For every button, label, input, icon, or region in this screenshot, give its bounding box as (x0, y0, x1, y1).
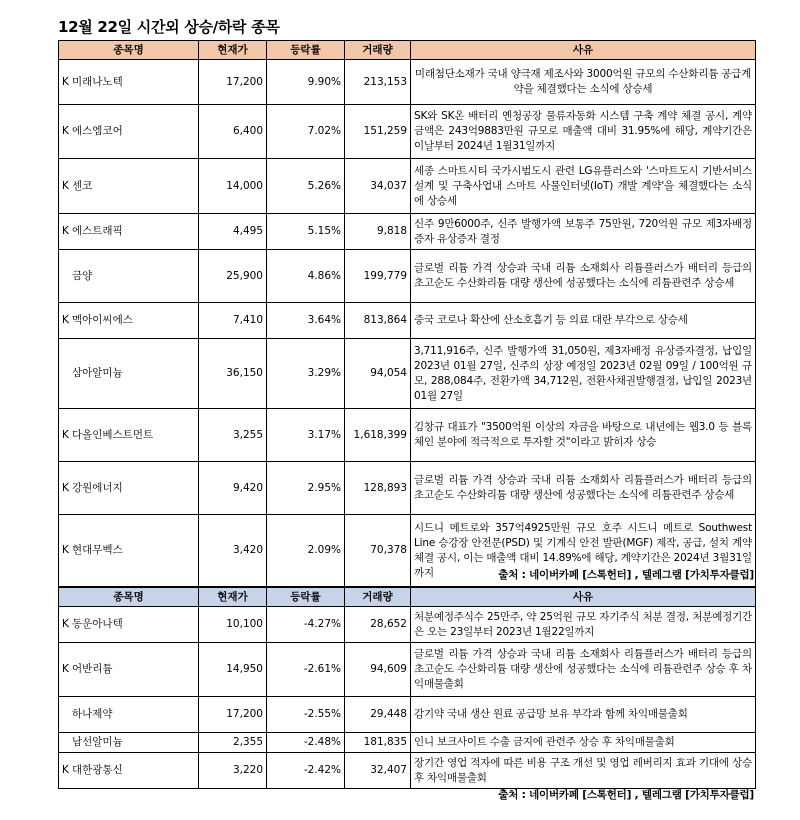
stock-name-cell (59, 214, 199, 250)
page-title: 12월 22일 시간외 상승/하락 종목 (58, 18, 280, 36)
stock-name: 금양 (72, 269, 93, 282)
reason-cell: 처분예정주식수 25만주, 약 25억원 규모 자기주식 처분 결정, 처분예정기간은 오는 23일부터 2023년 1월22일까지 (411, 607, 756, 643)
header-reason: 사유 (411, 588, 756, 607)
stock-name: 남선알미늄 (72, 736, 123, 748)
price-cell: 17,200 (199, 60, 267, 105)
price-cell: 17,200 (199, 697, 267, 733)
market-marker: K (62, 764, 69, 776)
header-name: 종목명 (59, 588, 199, 607)
stock-name-cell (59, 643, 199, 697)
reason-cell: 감기약 국내 생산 원료 공급망 보유 부각과 함께 차익매물출회 (411, 697, 756, 733)
price-cell: 3,220 (199, 753, 267, 789)
table-row (59, 60, 756, 105)
volume-cell: 181,835 (345, 733, 411, 753)
reason-cell: 김창규 대표가 "3500억원 이상의 자금을 바탕으로 내년에는 웹3.0 등 블록체인 분야에 적극적으로 투자할 것"이라고 밝히자 상승 (411, 409, 756, 462)
price-cell: 3,420 (199, 515, 267, 587)
stock-name: 삼아알미늄 (72, 367, 123, 379)
stock-name-cell (59, 159, 199, 214)
rising-stocks-table (58, 40, 756, 587)
market-marker: K (62, 225, 69, 237)
reason-cell: 글로벌 리튬 가격 상승과 국내 리튬 소재회사 리튬플러스가 배터리 등급의 초고순도 수산화리튬 대량 생산에 성공했다는 소식에 리튬관련주 상승 후 차익매물출회 (411, 643, 756, 697)
stock-name-cell (59, 733, 199, 753)
reason-cell: 중국 코로나 확산에 산소호흡기 등 의료 대란 부각으로 상승세 (411, 303, 756, 339)
volume-cell: 34,037 (345, 159, 411, 214)
reason-cell: SK와 SK온 배터리 옌청공장 물류자동화 시스템 구축 계약 체결 공시, 계약금액은 243억9883만원 규모로 매출액 대비 31.95%에 해당, 계약기간은 이날부터 2024년 1월31일까지 (411, 105, 756, 159)
rate-cell: -2.61% (267, 643, 345, 697)
header-volume: 거래량 (345, 588, 411, 607)
header-rate: 등락률 (267, 588, 345, 607)
header-price: 현재가 (199, 588, 267, 607)
rate-cell: 2.95% (267, 462, 345, 515)
table-row (59, 697, 756, 733)
stock-name-cell (59, 515, 199, 587)
table-row (59, 733, 756, 753)
stock-name-cell (59, 462, 199, 515)
market-marker: K (62, 314, 69, 326)
reason-cell: 장기간 영업 적자에 따른 비용 구조 개선 및 영업 레버리지 효과 기대에 상승 후 차익매물출회 (411, 753, 756, 789)
stock-name: 어반리튬 (72, 663, 113, 675)
table-row (59, 643, 756, 697)
price-cell: 7,410 (199, 303, 267, 339)
rate-cell: 9.90% (267, 60, 345, 105)
rate-cell: -2.55% (267, 697, 345, 733)
stock-name: 미래나노텍 (72, 75, 123, 88)
falling-stocks-table (58, 587, 756, 789)
market-marker: K (62, 179, 69, 192)
stock-name: 동운아나텍 (72, 618, 123, 630)
table-row (59, 339, 756, 409)
table-row (59, 214, 756, 250)
rate-cell: 5.15% (267, 214, 345, 250)
price-cell: 25,900 (199, 250, 267, 303)
table-row (59, 159, 756, 214)
source-caption: 출처 : 네이버카페 [스톡헌터] , 텔레그램 [가치투자클럽] (498, 789, 754, 801)
rate-cell: -4.27% (267, 607, 345, 643)
stock-name: 다올인베스트먼트 (72, 428, 154, 441)
reason-cell: 신주 9만6000주, 신주 발행가액 보통주 75만원, 720억원 규모 제3자배정증자 유상증자 결정 (411, 214, 756, 250)
price-cell: 2,355 (199, 733, 267, 753)
stock-name-cell (59, 60, 199, 105)
header-volume: 거래량 (345, 41, 411, 60)
stock-name: 강원에너지 (72, 481, 123, 494)
volume-cell: 28,652 (345, 607, 411, 643)
volume-cell: 29,448 (345, 697, 411, 733)
stock-name-cell (59, 409, 199, 462)
stock-name: 센코 (72, 179, 93, 192)
rate-cell: 4.86% (267, 250, 345, 303)
stock-name-cell (59, 753, 199, 789)
price-cell: 10,100 (199, 607, 267, 643)
stock-name: 대한광통신 (72, 764, 123, 776)
stock-name-cell (59, 607, 199, 643)
rate-cell: -2.42% (267, 753, 345, 789)
stock-name: 현대무벡스 (72, 544, 123, 556)
volume-cell: 32,407 (345, 753, 411, 789)
volume-cell: 213,153 (345, 60, 411, 105)
table-row (59, 303, 756, 339)
market-marker: K (62, 428, 69, 441)
rate-cell: 2.09% (267, 515, 345, 587)
header-name: 종목명 (59, 41, 199, 60)
stock-name: 에스트래픽 (72, 225, 123, 237)
stock-name-cell (59, 250, 199, 303)
rate-cell: 7.02% (267, 105, 345, 159)
rate-cell: 3.29% (267, 339, 345, 409)
source-caption: 출처 : 네이버카페 [스톡헌터] , 텔레그램 [가치투자클럽] (498, 569, 754, 581)
volume-cell: 94,609 (345, 643, 411, 697)
reason-cell: 미래첨단소재가 국내 양극재 제조사와 3000억원 규모의 수산화리튬 공급계약을 체결했다는 소식에 상승세 (411, 60, 756, 105)
stock-name-cell (59, 105, 199, 159)
reason-cell: 세종 스마트시티 국가시범도시 관련 LG유플러스와 '스마트도시 기반서비스 설계 및 구축사업내 스마트 사물인터넷(IoT) 개발 계약'을 체결했다는 소식에 상승세 (411, 159, 756, 214)
volume-cell: 813,864 (345, 303, 411, 339)
table-row (59, 409, 756, 462)
rate-cell: 3.17% (267, 409, 345, 462)
price-cell: 4,495 (199, 214, 267, 250)
table-header-row (59, 588, 756, 607)
rate-cell: 5.26% (267, 159, 345, 214)
table-row (59, 753, 756, 789)
stock-name: 하나제약 (72, 708, 113, 720)
table-row (59, 250, 756, 303)
stock-name-cell (59, 697, 199, 733)
volume-cell: 151,259 (345, 105, 411, 159)
market-marker: K (62, 544, 69, 556)
volume-cell: 70,378 (345, 515, 411, 587)
market-marker: K (62, 481, 69, 494)
price-cell: 6,400 (199, 105, 267, 159)
header-price: 현재가 (199, 41, 267, 60)
price-cell: 14,950 (199, 643, 267, 697)
stock-name-cell (59, 339, 199, 409)
table-row (59, 105, 756, 159)
reason-cell: 시드니 메트로와 357억4925만원 규모 호주 시드니 메트로 Southwest Line 승강장 안전문(PSD) 및 기계식 안전 발판(MGF) 제작, 공급, 설치 계약 체결 공시, 이는 매출액 대비 14.89%에 해당, 계약기간은 2024년 3월31일까지 (411, 515, 756, 587)
volume-cell: 94,054 (345, 339, 411, 409)
market-marker: K (62, 75, 69, 88)
reason-cell: 3,711,916주, 신주 발행가액 31,050원, 제3자배정 유상증자결정, 납입일 2023년 01월 27일, 신주의 상장 예정일 2023년 02월 09일 / 100억원 규모, 288,084주, 전환가액 34,712원, 전환사채권발행결정, 납입일 2023년 01월 27일 (411, 339, 756, 409)
price-cell: 36,150 (199, 339, 267, 409)
reason-cell: 글로벌 리튬 가격 상승과 국내 리튬 소재회사 리튬플러스가 배터리 등급의 초고순도 수산화리튬 대량 생산에 성공했다는 소식에 리튬관련주 상승세 (411, 462, 756, 515)
table-header-row (59, 41, 756, 60)
rate-cell: 3.64% (267, 303, 345, 339)
volume-cell: 1,618,399 (345, 409, 411, 462)
reason-cell: 글로벌 리튬 가격 상승과 국내 리튬 소재회사 리튬플러스가 배터리 등급의 초고순도 수산화리튬 대량 생산에 성공했다는 소식에 리튬관련주 상승세 (411, 250, 756, 303)
stock-name: 에스엠코어 (72, 125, 123, 137)
stock-name: 멕아이씨에스 (72, 314, 133, 326)
market-marker: K (62, 125, 69, 137)
price-cell: 9,420 (199, 462, 267, 515)
volume-cell: 128,893 (345, 462, 411, 515)
table-row (59, 462, 756, 515)
price-cell: 3,255 (199, 409, 267, 462)
volume-cell: 9,818 (345, 214, 411, 250)
price-cell: 14,000 (199, 159, 267, 214)
stock-name-cell (59, 303, 199, 339)
header-rate: 등락률 (267, 41, 345, 60)
volume-cell: 199,779 (345, 250, 411, 303)
header-reason: 사유 (411, 41, 756, 60)
table-row (59, 607, 756, 643)
market-marker: K (62, 663, 69, 675)
rate-cell: -2.48% (267, 733, 345, 753)
market-marker: K (62, 618, 69, 630)
reason-cell: 인니 보크사이트 수출 금지에 관련주 상승 후 차익매물출회 (411, 733, 756, 753)
